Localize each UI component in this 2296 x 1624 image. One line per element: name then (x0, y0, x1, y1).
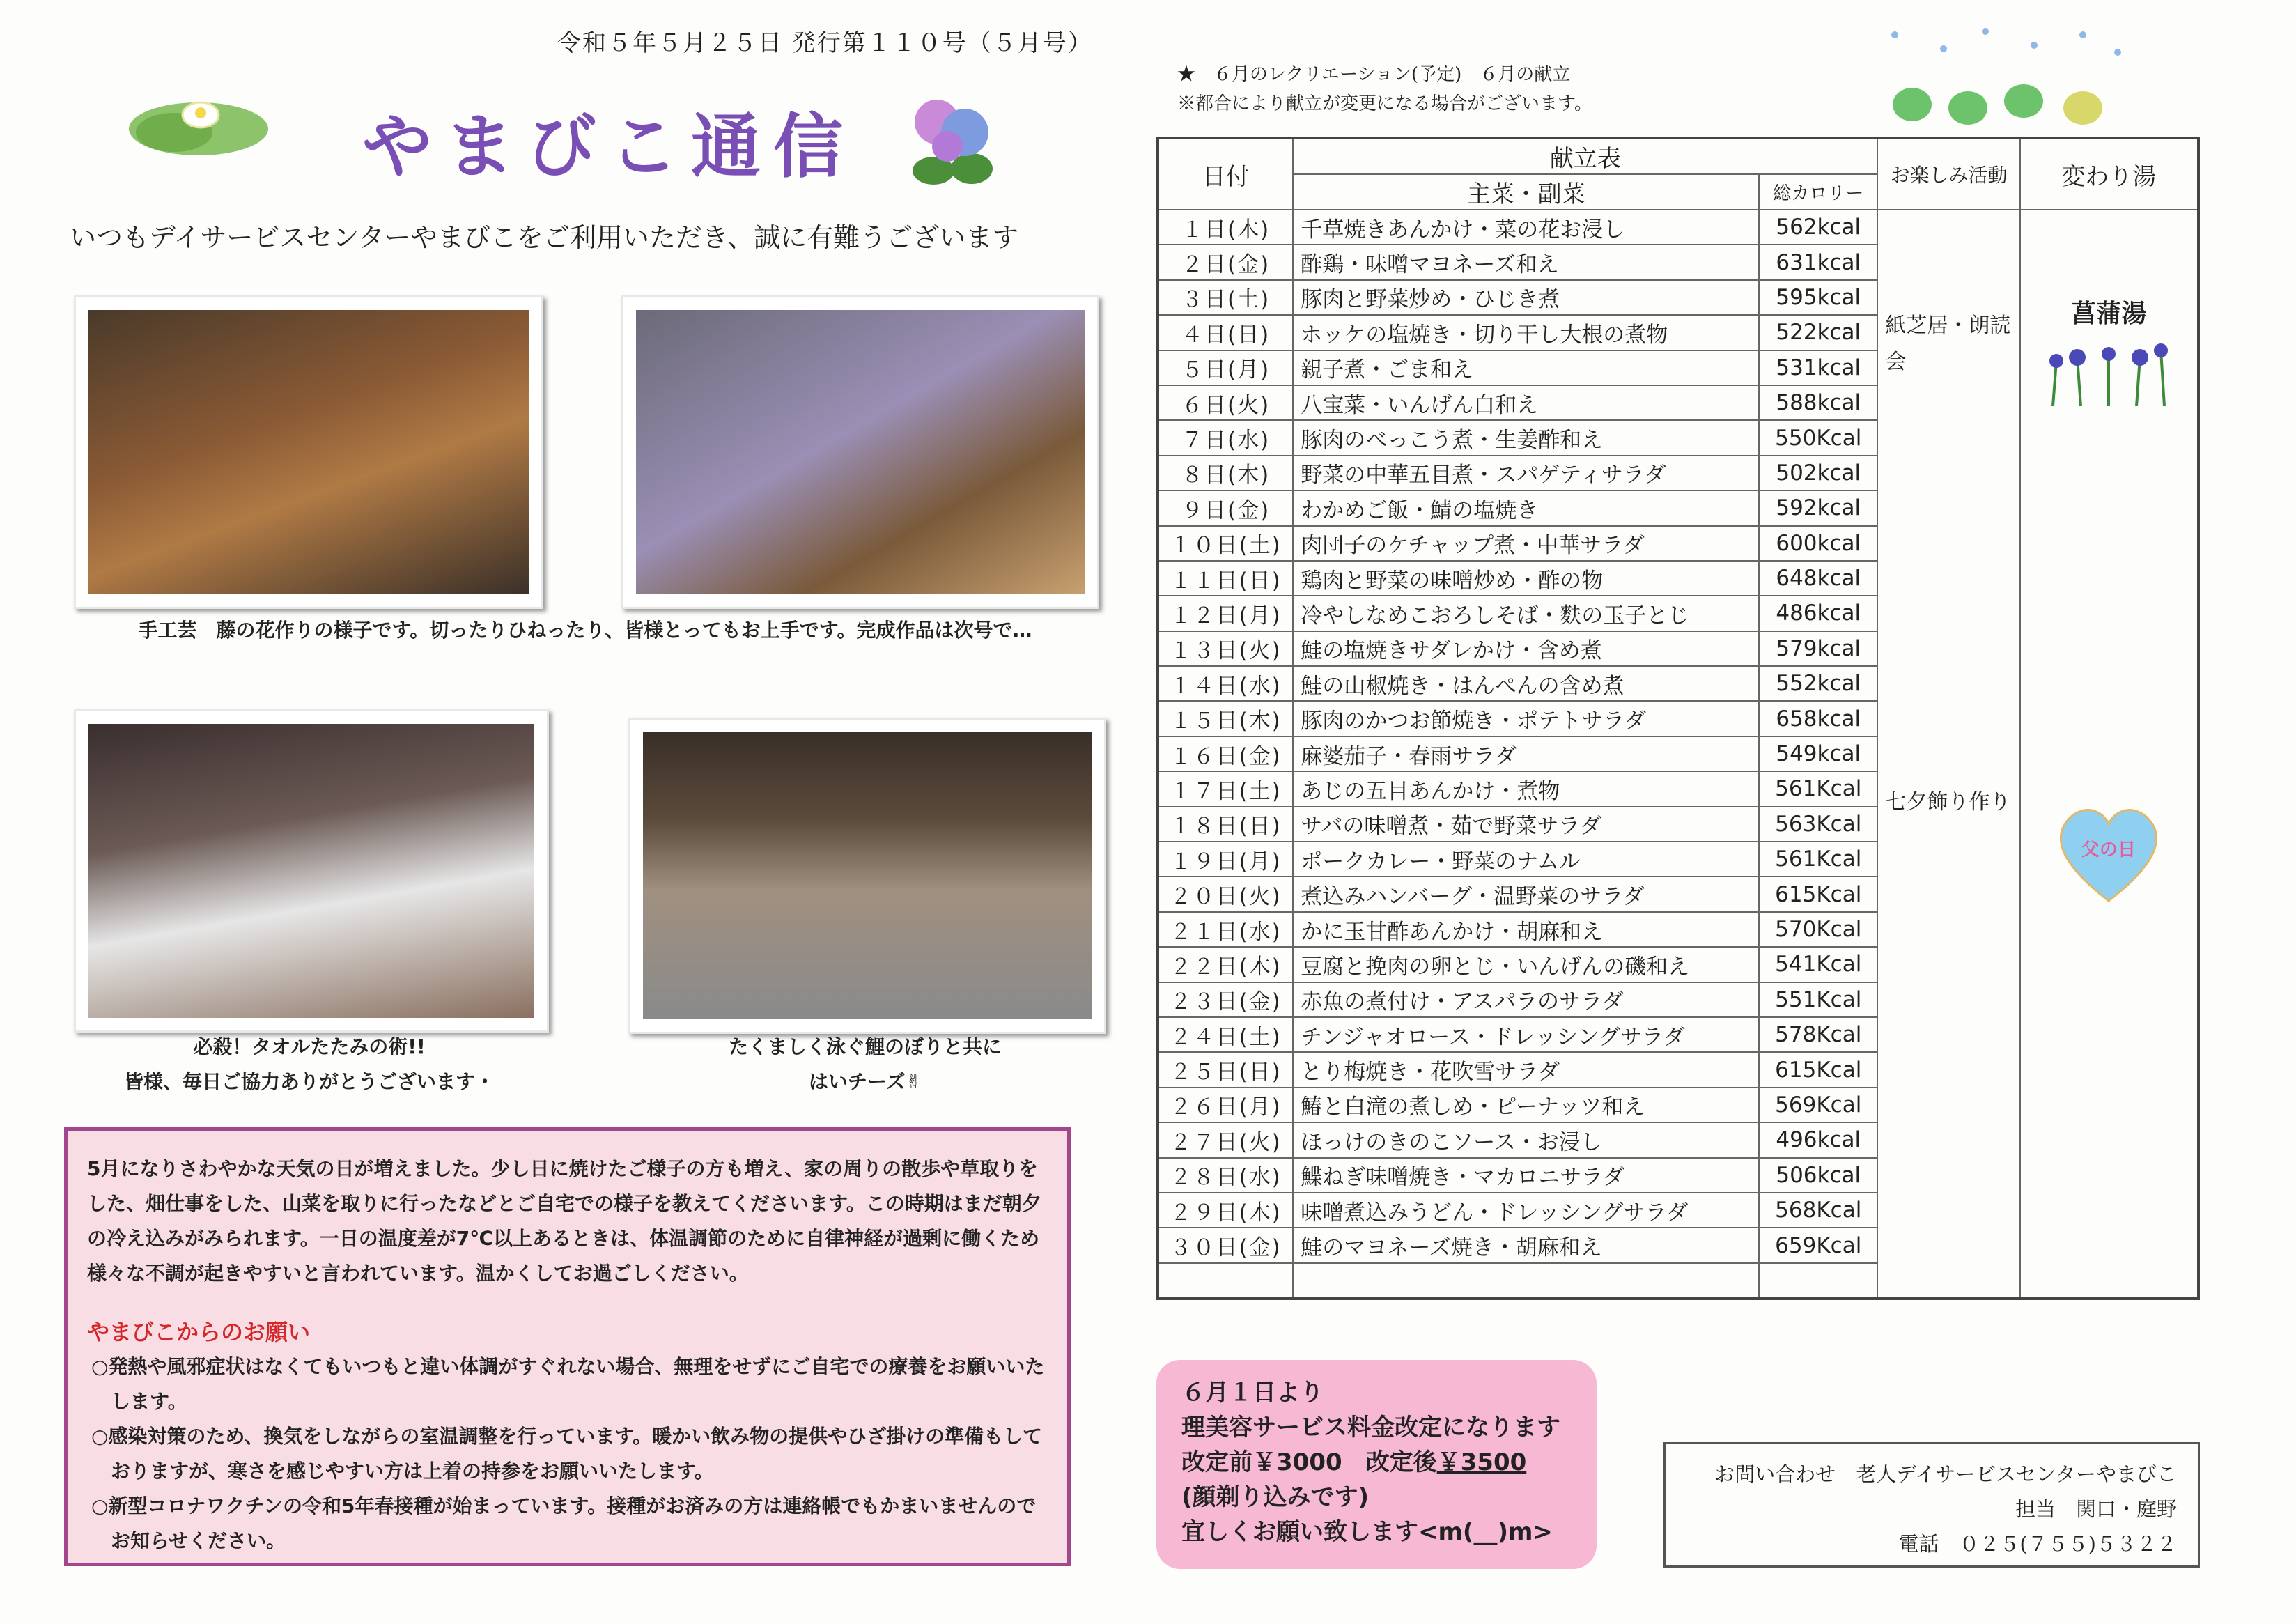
activity-2: 七夕飾り作り (1885, 790, 2011, 814)
menu-dish-cell: 豚肉のべっこう煮・生姜酢和え (1293, 420, 1759, 455)
menu-date-cell: １０日(土) (1158, 526, 1293, 561)
menu-dish-cell: 八宝菜・いんげん白和え (1293, 385, 1759, 420)
menu-empty-cell (1158, 1263, 1293, 1299)
menu-kcal-cell: 563Kcal (1759, 807, 1877, 842)
menu-kcal-cell: 496kcal (1759, 1122, 1877, 1157)
contact-line3: 電話 ０２５(７５５)５３２２ (1898, 1532, 2177, 1556)
menu-kcal-cell: 552kcal (1759, 666, 1877, 701)
menu-date-cell: １６日(金) (1158, 736, 1293, 771)
menu-dish-cell: わかめご飯・鯖の塩焼き (1293, 490, 1759, 525)
menu-date-cell: １５日(木) (1158, 701, 1293, 736)
contact-line1: お問い合わせ 老人デイサービスセンターやまびこ (1714, 1462, 2177, 1486)
price-after: ￥3500 (1436, 1448, 1527, 1476)
menu-date-cell: ５日(月) (1158, 350, 1293, 385)
col-menu: 献立表 (1293, 138, 1877, 174)
schedule-note: ※都合により献立が変更になる場合がございます。 (1177, 93, 1592, 114)
price-line2: 理美容サービス料金改定になります (1181, 1414, 1560, 1441)
activity-cell (1877, 210, 2019, 1299)
menu-kcal-cell: 549kcal (1759, 736, 1877, 771)
menu-date-cell: ３０日(金) (1158, 1228, 1293, 1262)
price-line3 (1181, 1445, 1572, 1480)
price-before: 改定前￥3000 (1181, 1448, 1342, 1476)
menu-dish-cell: ポークカレー・野菜のナムル (1293, 842, 1759, 876)
menu-dish-cell: ほっけのきのこソース・お浸し (1293, 1122, 1759, 1157)
heart-badge-icon (2049, 796, 2168, 908)
menu-date-cell: ２８日(水) (1158, 1158, 1293, 1193)
price-after-label: 改定後 (1365, 1448, 1437, 1476)
menu-date-cell: １７日(土) (1158, 771, 1293, 806)
menu-kcal-cell: 648kcal (1759, 561, 1877, 596)
menu-dish-cell: 野菜の中華五目煮・スパゲティサラダ (1293, 456, 1759, 490)
notice-box (64, 1127, 1071, 1566)
activity-1: 紙芝居・朗読会 (1885, 314, 2011, 374)
caption-towel-1: 必殺！タオルたたみの術!! (193, 1035, 426, 1058)
menu-dish-cell: 赤魚の煮付け・アスパラのサラダ (1293, 982, 1759, 1017)
menu-dish-cell: 千草焼きあんかけ・菜の花お浸し (1293, 210, 1759, 245)
col-bath: 変わり湯 (2020, 138, 2198, 210)
menu-kcal-cell: 486kcal (1759, 596, 1877, 631)
request-item: ○新型コロナワクチンの令和5年春接種が始まっています。接種がお済みの方は連絡帳でもかまいませんのでお知らせください。 (91, 1494, 1037, 1552)
col-kcal: 総カロリー (1759, 174, 1877, 210)
menu-date-cell: １日(木) (1158, 210, 1293, 245)
menu-dish-cell: とり梅焼き・花吹雪サラダ (1293, 1052, 1759, 1087)
col-activity: お楽しみ活動 (1877, 138, 2019, 210)
photo-towel (74, 709, 549, 1033)
col-date: 日付 (1158, 138, 1293, 210)
menu-date-cell: ２０日(火) (1158, 876, 1293, 911)
table-row (1158, 210, 2198, 245)
menu-kcal-cell: 600kcal (1759, 526, 1877, 561)
photo-koinobori (628, 718, 1106, 1034)
menu-dish-cell: 鶏肉と野菜の味噌炒め・酢の物 (1293, 561, 1759, 596)
menu-date-cell: ８日(木) (1158, 456, 1293, 490)
menu-dish-cell: 豆腐と挽肉の卵とじ・いんげんの磯和え (1293, 947, 1759, 982)
menu-date-cell: ２２日(木) (1158, 947, 1293, 982)
menu-kcal-cell: 595kcal (1759, 280, 1877, 315)
price-notice (1156, 1360, 1597, 1569)
menu-date-cell: ２４日(土) (1158, 1017, 1293, 1052)
menu-date-cell: １２日(月) (1158, 596, 1293, 631)
schedule-header (1177, 60, 1592, 118)
newsletter-title: やまびこ通信 (362, 105, 855, 187)
menu-date-cell: ２３日(金) (1158, 982, 1293, 1017)
menu-empty-cell (1759, 1263, 1877, 1299)
menu-dish-cell: 味噌煮込みうどん・ドレッシングサラダ (1293, 1193, 1759, 1228)
menu-dish-cell: 豚肉のかつお節焼き・ポテトサラダ (1293, 701, 1759, 736)
menu-kcal-cell: 659Kcal (1759, 1228, 1877, 1262)
menu-date-cell: ３日(土) (1158, 280, 1293, 315)
menu-date-cell: ４日(日) (1158, 315, 1293, 350)
menu-date-cell: ９日(金) (1158, 490, 1293, 525)
menu-dish-cell: 麻婆茄子・春雨サラダ (1293, 736, 1759, 771)
menu-dish-cell: 鰈ねぎ味噌焼き・マカロニサラダ (1293, 1158, 1759, 1193)
menu-dish-cell: あじの五目あんかけ・煮物 (1293, 771, 1759, 806)
caption-towel-2: 皆様、毎日ご協力ありがとうございます・ (123, 1070, 495, 1093)
bath-1: 菖蒲湯 (2071, 300, 2147, 328)
menu-dish-cell: サバの味噌煮・茹で野菜サラダ (1293, 807, 1759, 842)
menu-kcal-cell: 658kcal (1759, 701, 1877, 736)
greeting-text: いつもデイサービスセンターやまびこをご利用いただき、誠に有難うございます (70, 222, 1019, 253)
contact-line2: 担当 関口・庭野 (2015, 1497, 2177, 1521)
menu-dish-cell: 鰆と白滝の煮しめ・ピーナッツ和え (1293, 1088, 1759, 1122)
menu-kcal-cell: 551Kcal (1759, 982, 1877, 1017)
menu-dish-cell: かに玉甘酢あんかけ・胡麻和え (1293, 912, 1759, 947)
menu-kcal-cell: 588kcal (1759, 385, 1877, 420)
menu-dish-cell: 鮭の山椒焼き・はんぺんの含め煮 (1293, 666, 1759, 701)
menu-dish-cell: 親子煮・ごま和え (1293, 350, 1759, 385)
photo-craft-1 (74, 295, 543, 609)
bath-cell (2020, 210, 2198, 1299)
menu-date-cell: ７日(水) (1158, 420, 1293, 455)
menu-empty-cell (1293, 1263, 1759, 1299)
issue-date: 令和５年５月２５日 発行第１１０号（５月号） (557, 29, 1093, 57)
caption-koinobori-1: たくましく泳ぐ鯉のぼりと共に (728, 1035, 1002, 1058)
price-line4: (顔剃り込みです) (1181, 1483, 1370, 1511)
water-lily-icon (125, 84, 272, 160)
menu-date-cell: １３日(火) (1158, 631, 1293, 666)
notice-body: 5月になりさわやかな天気の日が増えました。少し日に焼けたご様子の方も増え、家の周りの散歩や草取りをした、畑仕事をした、山菜を取りに行ったなどとご自宅での様子を教えてくださいます。この時期はまだ朝夕の冷え込みがみられます。一日の温度差が7℃以上あるときは、体温調節のために自律神経が過剰に働くため様々な不調が起きやすいと言われています。温かくしてお過ごしください。 (87, 1157, 1041, 1285)
iris-flower-icon (2039, 337, 2178, 406)
menu-kcal-cell: 562kcal (1759, 210, 1877, 245)
menu-date-cell: １９日(月) (1158, 842, 1293, 876)
request-item: ○感染対策のため、換気をしながらの室温調整を行っています。暖かい飲み物の提供やひざ掛けの準備もしておりますが、寒さを感じやすい方は上着の持参をお願いいたします。 (91, 1425, 1043, 1483)
menu-kcal-cell: 615Kcal (1759, 1052, 1877, 1087)
menu-kcal-cell: 578Kcal (1759, 1017, 1877, 1052)
menu-kcal-cell: 631kcal (1759, 245, 1877, 279)
caption-koinobori-2: はいチーズ✌ (808, 1070, 922, 1093)
menu-date-cell: １４日(水) (1158, 666, 1293, 701)
menu-dish-cell: 鮭の塩焼きサダレかけ・含め煮 (1293, 631, 1759, 666)
request-title: やまびこからのお願い (87, 1319, 311, 1345)
menu-dish-cell: 冷やしなめこおろしそば・麩の玉子とじ (1293, 596, 1759, 631)
menu-kcal-cell: 506kcal (1759, 1158, 1877, 1193)
col-dish: 主菜・副菜 (1293, 174, 1759, 210)
menu-dish-cell: 鮭のマヨネーズ焼き・胡麻和え (1293, 1228, 1759, 1262)
menu-date-cell: ２日(金) (1158, 245, 1293, 279)
menu-kcal-cell: 569Kcal (1759, 1088, 1877, 1122)
menu-date-cell: １８日(日) (1158, 807, 1293, 842)
menu-kcal-cell: 570Kcal (1759, 912, 1877, 947)
request-item: ○発熱や風邪症状はなくてもいつもと違い体調がすぐれない場合、無理をせずにご自宅での療養をお願いいたします。 (91, 1355, 1045, 1413)
menu-dish-cell: 酢鶏・味噌マヨネーズ和え (1293, 245, 1759, 279)
hydrangea-icon (906, 91, 996, 188)
menu-dish-cell: ホッケの塩焼き・切り干し大根の煮物 (1293, 315, 1759, 350)
menu-kcal-cell: 561Kcal (1759, 771, 1877, 806)
menu-kcal-cell: 550Kcal (1759, 420, 1877, 455)
menu-dish-cell: 煮込みハンバーグ・温野菜のサラダ (1293, 876, 1759, 911)
menu-dish-cell: 豚肉と野菜炒め・ひじき煮 (1293, 280, 1759, 315)
menu-kcal-cell: 541Kcal (1759, 947, 1877, 982)
menu-kcal-cell: 531kcal (1759, 350, 1877, 385)
menu-dish-cell: チンジャオロース・ドレッシングサラダ (1293, 1017, 1759, 1052)
menu-kcal-cell: 579kcal (1759, 631, 1877, 666)
menu-kcal-cell: 615Kcal (1759, 876, 1877, 911)
price-line5: 宜しくお願い致します<m(__)m> (1181, 1518, 1553, 1546)
menu-date-cell: ６日(火) (1158, 385, 1293, 420)
menu-dish-cell: 肉団子のケチャップ煮・中華サラダ (1293, 526, 1759, 561)
menu-kcal-cell: 522kcal (1759, 315, 1877, 350)
menu-date-cell: ２５日(日) (1158, 1052, 1293, 1087)
menu-date-cell: ２７日(火) (1158, 1122, 1293, 1157)
fathers-day-label: 父の日 (2081, 840, 2136, 860)
schedule-heading: ★ ６月のレクリエーション(予定) ６月の献立 (1177, 64, 1571, 85)
caption-craft: 手工芸 藤の花作りの様子です。切ったりひねったり、皆様とってもお上手です。完成作品は次号で… (138, 619, 1032, 642)
frogs-rain-icon (1881, 21, 2132, 132)
menu-date-cell: ２９日(木) (1158, 1193, 1293, 1228)
menu-kcal-cell: 561Kcal (1759, 842, 1877, 876)
menu-date-cell: １１日(日) (1158, 561, 1293, 596)
menu-kcal-cell: 502kcal (1759, 456, 1877, 490)
menu-table (1156, 137, 2200, 1300)
menu-date-cell: ２６日(月) (1158, 1088, 1293, 1122)
photo-craft-2 (621, 295, 1099, 609)
contact-box (1663, 1442, 2200, 1568)
menu-date-cell: ２１日(水) (1158, 912, 1293, 947)
price-line1: ６月１日より (1181, 1379, 1324, 1407)
menu-kcal-cell: 592kcal (1759, 490, 1877, 525)
menu-kcal-cell: 568Kcal (1759, 1193, 1877, 1228)
